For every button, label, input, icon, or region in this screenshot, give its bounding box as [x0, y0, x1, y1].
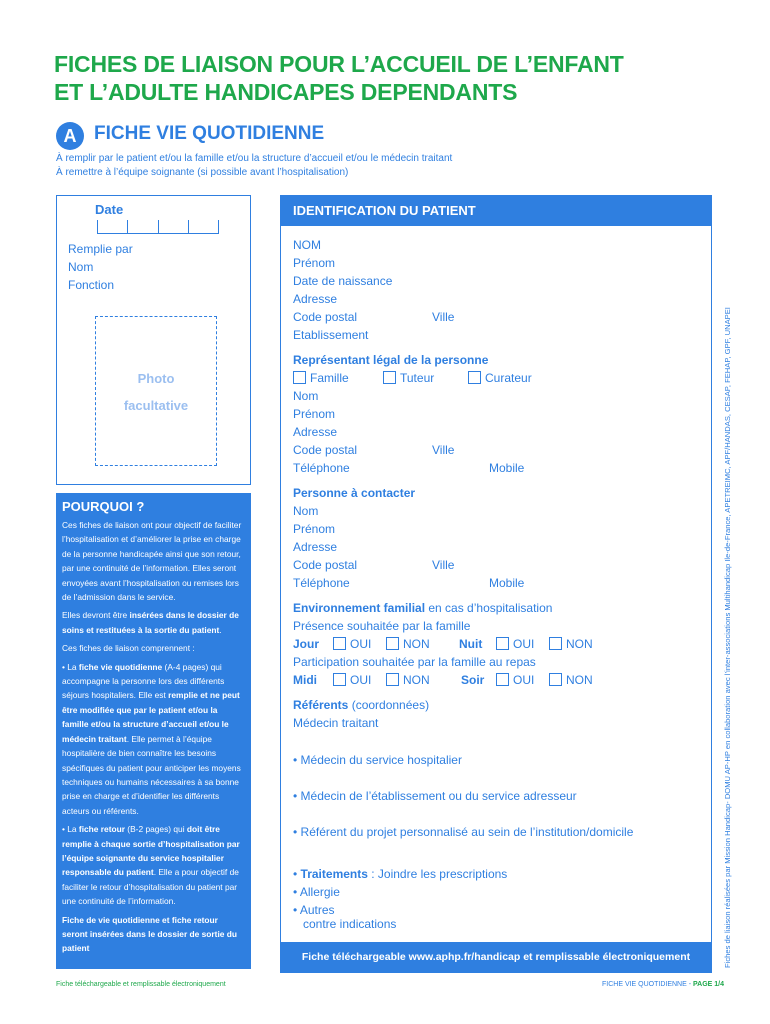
referring-doctor-field[interactable]: • Médecin de l’établissement ou du service adresseur: [293, 789, 577, 803]
why-paragraph-5: • La fiche retour (B-2 pages) qui doit être remplie à chaque sortie d’hospitalisation par l’équipe soignante du service hospitalier responsable du patient. Elle a pour objectif de faciliter le retour d’hospitalisation du patient par une continuité de l’information.: [62, 824, 240, 907]
checkbox-icon[interactable]: [333, 637, 346, 650]
section-title: FICHE VIE QUOTIDIENNE: [94, 123, 325, 144]
legal-tutor-checkbox[interactable]: Tuteur: [383, 371, 434, 385]
title-line-1: FICHES DE LIAISON POUR L’ACCUEIL DE L’ENFANT: [54, 51, 624, 77]
night-yes-checkbox[interactable]: OUI: [496, 637, 534, 651]
footer-left-text: Fiche téléchargeable et remplissable électroniquement: [56, 981, 226, 988]
contraindications-field[interactable]: contre indications: [303, 917, 397, 931]
gp-field[interactable]: Médecin traitant: [293, 716, 379, 730]
evening-label: Soir: [461, 673, 485, 687]
contact-mobile-field[interactable]: Mobile: [489, 576, 525, 590]
contact-postcode-field[interactable]: Code postal: [293, 558, 358, 572]
instruction-line-2: À remettre à l’équipe soignante (si possible avant l’hospitalisation): [56, 167, 349, 178]
project-referent-field[interactable]: • Référent du projet personnalisé au sein de l’institution/domicile: [293, 825, 634, 839]
filler-info-card: [56, 195, 251, 485]
patient-birthdate-field[interactable]: Date de naissance: [293, 274, 393, 288]
section-letter-badge: A: [56, 122, 84, 150]
why-paragraph-1: Ces fiches de liaison ont pour objectif de faciliter l’hospitalisation et d’améliorer la prise en charge de la personne handicapée ainsi que son retour, par une continuité de l’information. Elles seront envoyées avant l’hospitalisation ou remises lors de l’admission dans le service.: [62, 520, 242, 603]
checkbox-icon[interactable]: [386, 673, 399, 686]
instructions: [56, 152, 452, 180]
date-field[interactable]: [97, 220, 219, 234]
day-no-checkbox[interactable]: NON: [386, 637, 430, 651]
legal-curator-checkbox[interactable]: Curateur: [468, 371, 532, 385]
checkbox-icon[interactable]: [333, 673, 346, 686]
day-yes-checkbox[interactable]: OUI: [333, 637, 371, 651]
contact-lastname-field[interactable]: Nom: [293, 504, 319, 518]
why-paragraph-3: Ces fiches de liaison comprennent :: [62, 643, 195, 654]
night-label: Nuit: [459, 637, 483, 651]
treatments-field[interactable]: • Traitements : Joindre les prescriptions: [293, 867, 508, 881]
why-panel: [56, 493, 251, 969]
photo-optional-label: facultative: [123, 398, 189, 413]
evening-no-checkbox[interactable]: NON: [549, 673, 593, 687]
legal-address-field[interactable]: Adresse: [293, 425, 338, 439]
legal-city-field[interactable]: Ville: [432, 443, 455, 457]
patient-lastname-field[interactable]: NOM: [293, 238, 321, 252]
checkbox-icon[interactable]: [549, 673, 562, 686]
patient-identification-card: [280, 195, 712, 973]
checkbox-icon[interactable]: [383, 371, 396, 384]
filled-by-label: Remplie par: [68, 242, 133, 256]
checkbox-icon[interactable]: [386, 637, 399, 650]
page-number: PAGE 1/4: [693, 981, 725, 988]
patient-firstname-field[interactable]: Prénom: [293, 256, 336, 270]
document-title: [54, 50, 694, 106]
contact-city-field[interactable]: Ville: [432, 558, 455, 572]
patient-city-field[interactable]: Ville: [432, 310, 455, 324]
credits-vertical-text: Fiches de liaison réalisées par Mission Handicap- DOMU AP-HP en collaboration avec l’inter-associations Multihandicap Ile-de-France, APETREIMC, APF/HANDAS, CESAP, FEHAP, GPF, UNAPEI: [723, 307, 732, 968]
checkbox-icon[interactable]: [496, 673, 509, 686]
checkbox-icon[interactable]: [496, 637, 509, 650]
family-env-title: Environnement familial en cas d’hospitalisation: [293, 601, 553, 615]
legal-rep-title: Représentant légal de la personne: [293, 353, 489, 367]
why-paragraph-2: Elles devront être insérées dans le dossier de soins et restituées à la sortie du patient.: [62, 610, 239, 635]
allergy-field[interactable]: • Allergie: [293, 885, 340, 899]
title-line-2: ET L’ADULTE HANDICAPES DEPENDANTS: [54, 79, 518, 105]
noon-label: Midi: [293, 673, 317, 687]
evening-yes-checkbox[interactable]: OUI: [496, 673, 534, 687]
photo-label: Photo: [137, 371, 175, 386]
why-title: POURQUOI ?: [62, 499, 145, 514]
instruction-line-1: À remplir par le patient et/ou la famille et/ou la structure d’accueil et/ou le médecin traitant: [56, 153, 453, 164]
noon-no-checkbox[interactable]: NON: [386, 673, 430, 687]
night-no-checkbox[interactable]: NON: [549, 637, 593, 651]
other-field[interactable]: • Autres: [293, 903, 335, 917]
patient-postcode-field[interactable]: Code postal: [293, 310, 358, 324]
meal-participation-label: Participation souhaitée par la famille au repas: [293, 655, 536, 669]
legal-firstname-field[interactable]: Prénom: [293, 407, 336, 421]
checkbox-icon[interactable]: [468, 371, 481, 384]
contact-address-field[interactable]: Adresse: [293, 540, 338, 554]
contact-phone-field[interactable]: Téléphone: [293, 576, 350, 590]
patient-establishment-field[interactable]: Etablissement: [293, 328, 369, 342]
identification-header: IDENTIFICATION DU PATIENT: [281, 196, 711, 226]
presence-label: Présence souhaitée par la famille: [293, 619, 471, 633]
photo-placeholder[interactable]: [95, 316, 217, 466]
day-label: Jour: [293, 637, 320, 651]
legal-mobile-field[interactable]: Mobile: [489, 461, 525, 475]
footer-page-label: FICHE VIE QUOTIDIENNE - PAGE 1/4: [602, 981, 725, 988]
date-label: Date: [95, 202, 124, 217]
checkbox-icon[interactable]: [549, 637, 562, 650]
legal-lastname-field[interactable]: Nom: [293, 389, 319, 403]
checkbox-icon[interactable]: [293, 371, 306, 384]
why-paragraph-6: Fiche de vie quotidienne et fiche retour seront insérées dans le dossier de sortie du patient: [62, 914, 238, 954]
contact-title: Personne à contacter: [293, 486, 416, 500]
why-paragraph-4: • La fiche vie quotidienne (A-4 pages) qui accompagne la personne lors des différents séjours hospitaliers. Elle est remplie et ne peut être modifiée que par le patient et/ou la famille et/ou la structure d’accueil et/ou le médecin traitant. Elle permet à l’équipe hospitalière de bien connaître les besoins spécifiques du patient pour anticiper les moyens techniques ou humains nécessaires à sa bonne prise en charge et d’identifier les différents acteurs ou référents.: [62, 661, 241, 816]
contact-firstname-field[interactable]: Prénom: [293, 522, 336, 536]
patient-address-field[interactable]: Adresse: [293, 292, 338, 306]
download-footer: Fiche téléchargeable www.aphp.fr/handicap et remplissable électroniquement: [281, 942, 711, 972]
name-label: Nom: [68, 260, 94, 274]
noon-yes-checkbox[interactable]: OUI: [333, 673, 371, 687]
hospital-doctor-field[interactable]: • Médecin du service hospitalier: [293, 753, 462, 767]
referents-title: Référents (coordonnées): [293, 698, 430, 712]
legal-family-checkbox[interactable]: Famille: [293, 371, 349, 385]
legal-postcode-field[interactable]: Code postal: [293, 443, 358, 457]
function-label: Fonction: [68, 278, 115, 292]
legal-phone-field[interactable]: Téléphone: [293, 461, 350, 475]
